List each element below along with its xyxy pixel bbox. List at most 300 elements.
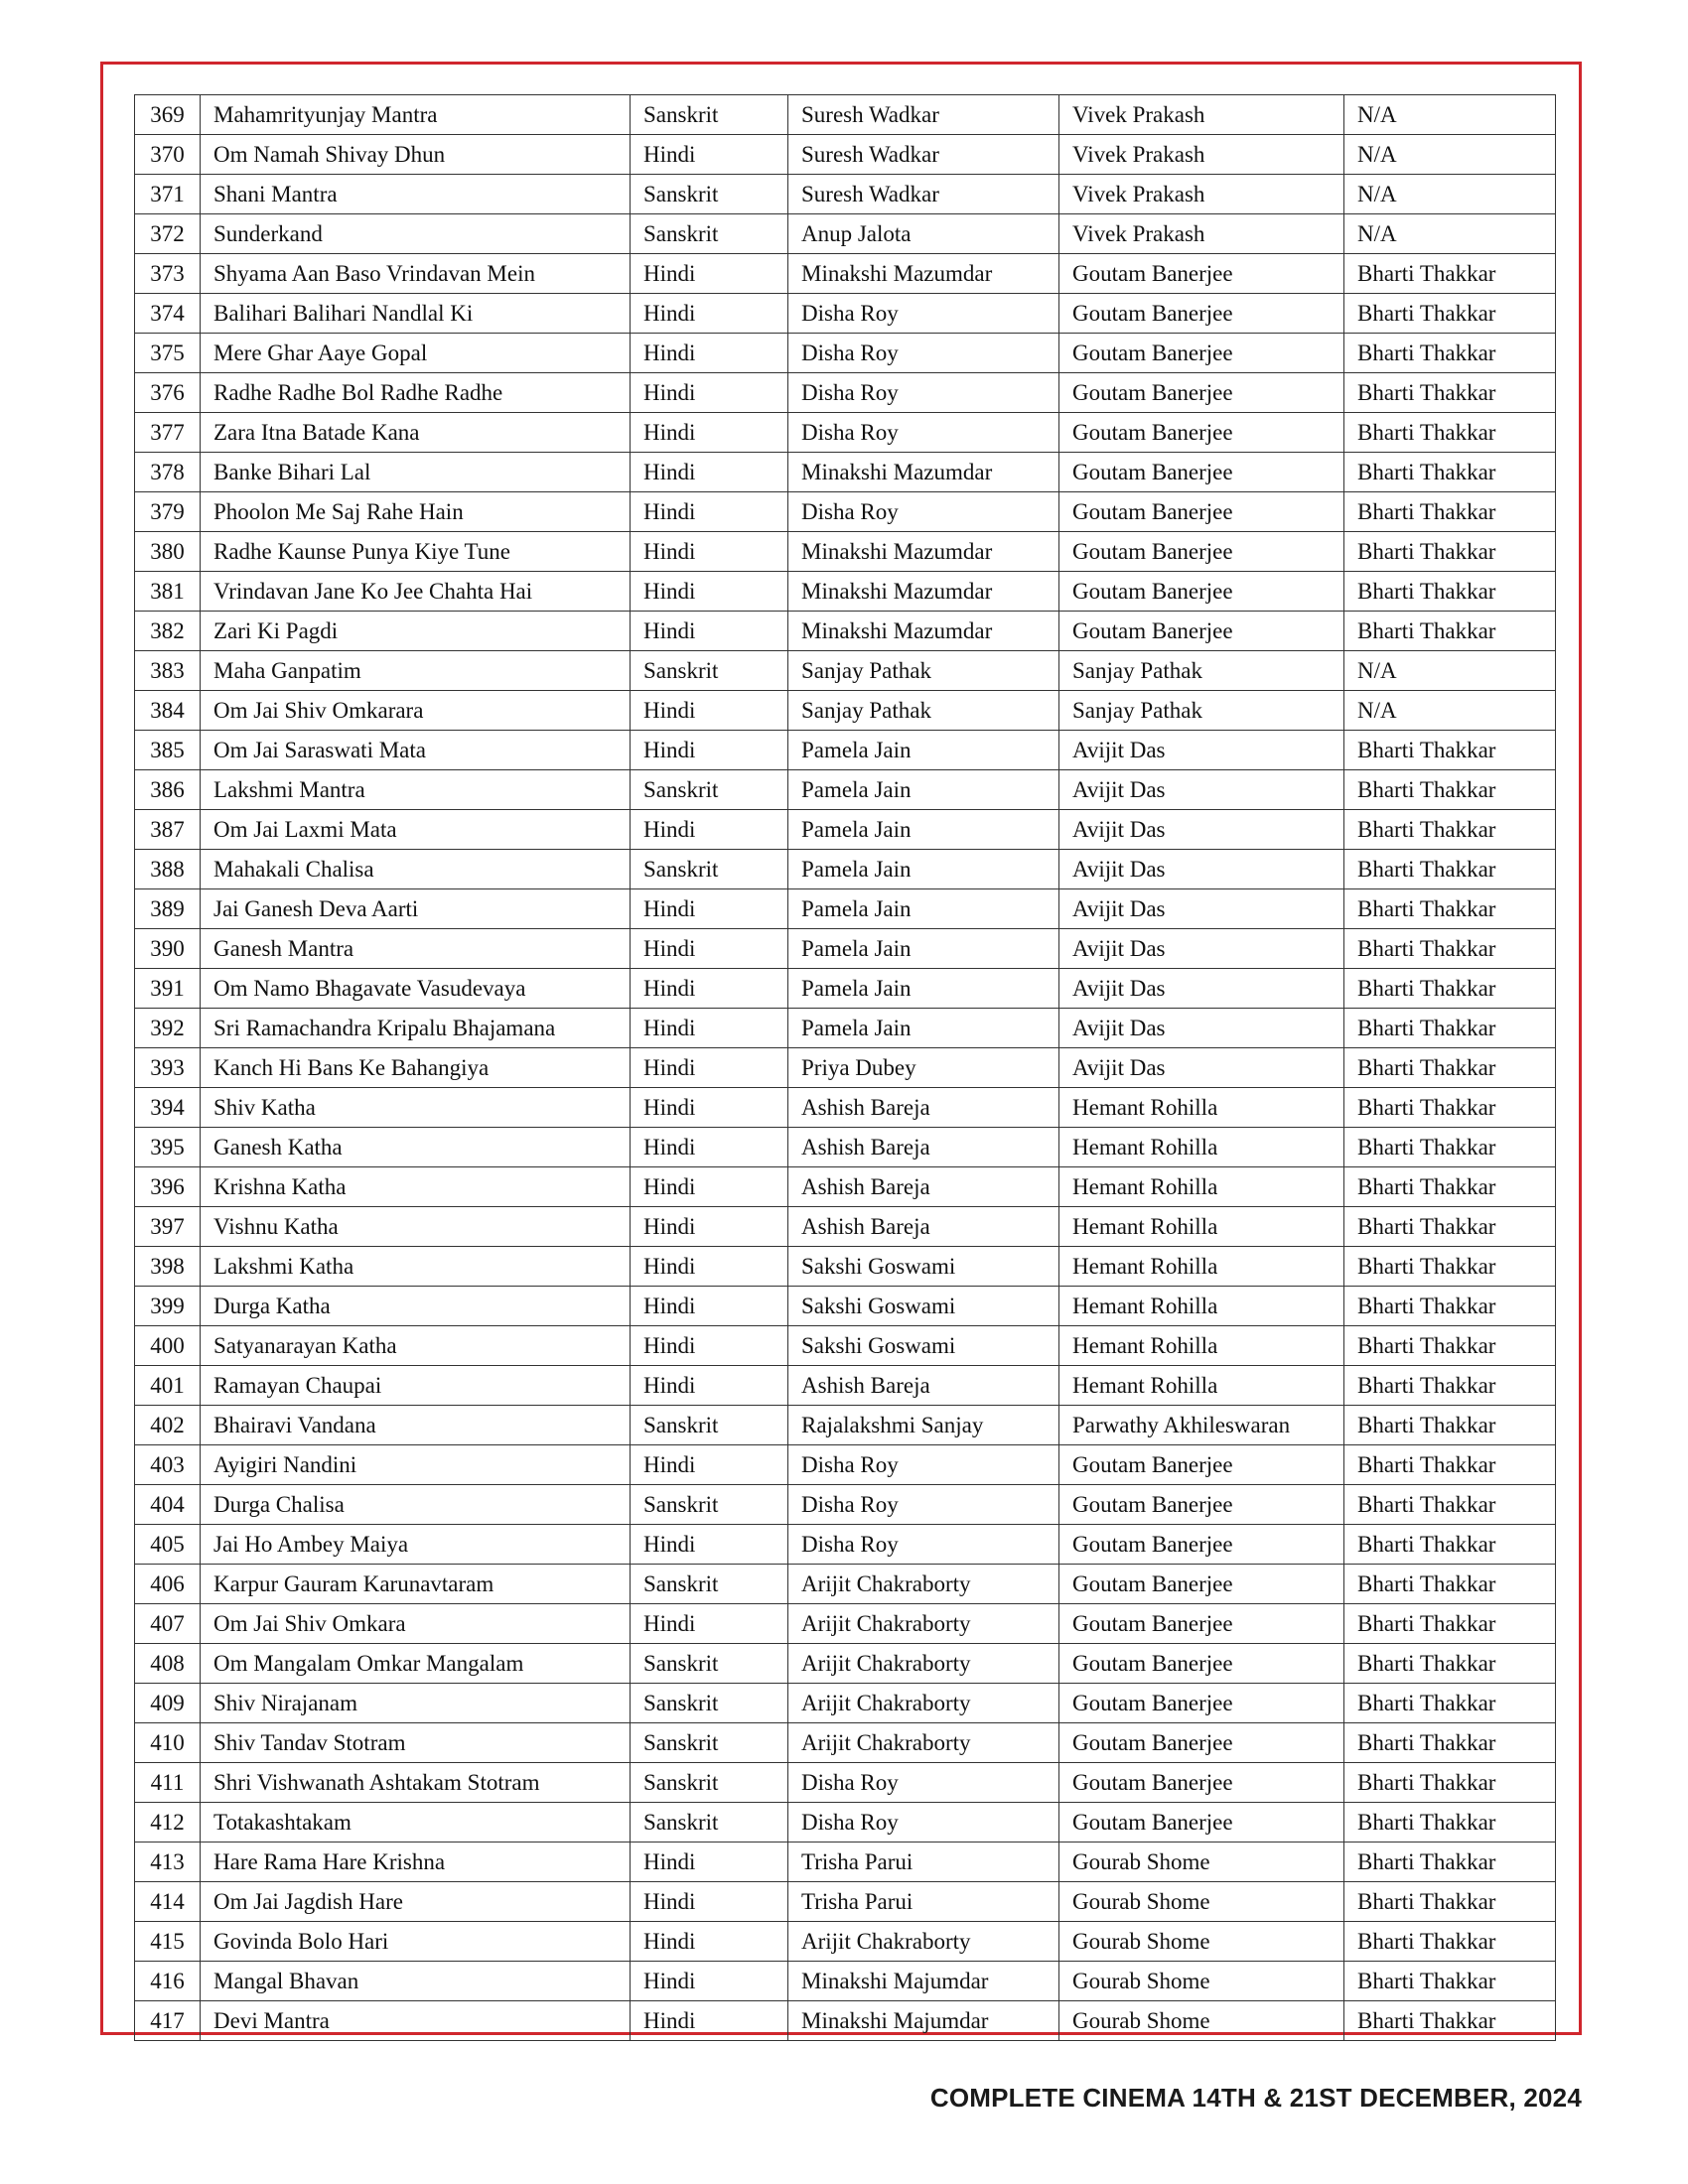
cell-music: Hemant Rohilla bbox=[1059, 1247, 1344, 1287]
cell-music: Vivek Prakash bbox=[1059, 175, 1344, 214]
cell-number: 374 bbox=[135, 294, 201, 334]
table-row bbox=[135, 770, 1556, 810]
table-row bbox=[135, 1445, 1556, 1485]
cell-singer: Trisha Parui bbox=[788, 1882, 1059, 1922]
cell-language: Sanskrit bbox=[631, 1485, 788, 1525]
cell-number: 369 bbox=[135, 95, 201, 135]
cell-language: Hindi bbox=[631, 1525, 788, 1565]
cell-lyrics: Bharti Thakkar bbox=[1344, 850, 1556, 889]
cell-language: Hindi bbox=[631, 1366, 788, 1406]
cell-number: 395 bbox=[135, 1128, 201, 1167]
cell-title: Om Namo Bhagavate Vasudevaya bbox=[201, 969, 631, 1009]
cell-singer: Arijit Chakraborty bbox=[788, 1644, 1059, 1684]
cell-lyrics: N/A bbox=[1344, 691, 1556, 731]
cell-lyrics: Bharti Thakkar bbox=[1344, 1843, 1556, 1882]
table-row bbox=[135, 1723, 1556, 1763]
table-row bbox=[135, 651, 1556, 691]
cell-title: Totakashtakam bbox=[201, 1803, 631, 1843]
table-row bbox=[135, 572, 1556, 612]
cell-music: Avijit Das bbox=[1059, 969, 1344, 1009]
cell-singer: Disha Roy bbox=[788, 334, 1059, 373]
cell-number: 412 bbox=[135, 1803, 201, 1843]
cell-lyrics: Bharti Thakkar bbox=[1344, 453, 1556, 492]
cell-title: Vishnu Katha bbox=[201, 1207, 631, 1247]
table-row bbox=[135, 95, 1556, 135]
cell-music: Goutam Banerjee bbox=[1059, 572, 1344, 612]
table-row bbox=[135, 1763, 1556, 1803]
cell-music: Goutam Banerjee bbox=[1059, 1763, 1344, 1803]
cell-number: 402 bbox=[135, 1406, 201, 1445]
cell-title: Devi Mantra bbox=[201, 2001, 631, 2041]
cell-music: Goutam Banerjee bbox=[1059, 532, 1344, 572]
cell-title: Shiv Katha bbox=[201, 1088, 631, 1128]
cell-lyrics: Bharti Thakkar bbox=[1344, 1803, 1556, 1843]
cell-title: Jai Ganesh Deva Aarti bbox=[201, 889, 631, 929]
cell-title: Krishna Katha bbox=[201, 1167, 631, 1207]
cell-title: Balihari Balihari Nandlal Ki bbox=[201, 294, 631, 334]
table-row bbox=[135, 413, 1556, 453]
cell-music: Vivek Prakash bbox=[1059, 135, 1344, 175]
table-row bbox=[135, 1366, 1556, 1406]
cell-singer: Ashish Bareja bbox=[788, 1088, 1059, 1128]
cell-title: Ganesh Mantra bbox=[201, 929, 631, 969]
table-row bbox=[135, 2001, 1556, 2041]
cell-singer: Ashish Bareja bbox=[788, 1128, 1059, 1167]
cell-language: Hindi bbox=[631, 1843, 788, 1882]
table-row bbox=[135, 1406, 1556, 1445]
cell-singer: Disha Roy bbox=[788, 373, 1059, 413]
cell-music: Avijit Das bbox=[1059, 850, 1344, 889]
cell-singer: Anup Jalota bbox=[788, 214, 1059, 254]
cell-title: Om Jai Shiv Omkara bbox=[201, 1604, 631, 1644]
cell-title: Shiv Nirajanam bbox=[201, 1684, 631, 1723]
cell-title: Shiv Tandav Stotram bbox=[201, 1723, 631, 1763]
cell-singer: Sanjay Pathak bbox=[788, 691, 1059, 731]
table-row bbox=[135, 532, 1556, 572]
footer-publication-line: COMPLETE CINEMA 14TH & 21ST DECEMBER, 2024 bbox=[929, 2083, 1582, 2113]
cell-singer: Suresh Wadkar bbox=[788, 175, 1059, 214]
cell-music: Vivek Prakash bbox=[1059, 214, 1344, 254]
cell-music: Goutam Banerjee bbox=[1059, 1565, 1344, 1604]
cell-language: Sanskrit bbox=[631, 175, 788, 214]
cell-number: 392 bbox=[135, 1009, 201, 1048]
cell-singer: Minakshi Mazumdar bbox=[788, 532, 1059, 572]
cell-music: Avijit Das bbox=[1059, 929, 1344, 969]
cell-language: Hindi bbox=[631, 373, 788, 413]
cell-title: Satyanarayan Katha bbox=[201, 1326, 631, 1366]
cell-language: Hindi bbox=[631, 492, 788, 532]
cell-singer: Disha Roy bbox=[788, 1445, 1059, 1485]
table-row bbox=[135, 612, 1556, 651]
cell-lyrics: Bharti Thakkar bbox=[1344, 294, 1556, 334]
cell-number: 386 bbox=[135, 770, 201, 810]
cell-lyrics: Bharti Thakkar bbox=[1344, 1604, 1556, 1644]
cell-language: Sanskrit bbox=[631, 1644, 788, 1684]
cell-singer: Pamela Jain bbox=[788, 889, 1059, 929]
cell-music: Goutam Banerjee bbox=[1059, 373, 1344, 413]
cell-language: Hindi bbox=[631, 294, 788, 334]
cell-singer: Suresh Wadkar bbox=[788, 135, 1059, 175]
cell-language: Hindi bbox=[631, 453, 788, 492]
cell-music: Hemant Rohilla bbox=[1059, 1128, 1344, 1167]
table-row bbox=[135, 1207, 1556, 1247]
table-row bbox=[135, 929, 1556, 969]
cell-title: Om Jai Jagdish Hare bbox=[201, 1882, 631, 1922]
cell-title: Vrindavan Jane Ko Jee Chahta Hai bbox=[201, 572, 631, 612]
cell-number: 406 bbox=[135, 1565, 201, 1604]
cell-singer: Pamela Jain bbox=[788, 731, 1059, 770]
cell-number: 375 bbox=[135, 334, 201, 373]
cell-music: Goutam Banerjee bbox=[1059, 254, 1344, 294]
table-row bbox=[135, 1684, 1556, 1723]
cell-lyrics: N/A bbox=[1344, 651, 1556, 691]
cell-music: Avijit Das bbox=[1059, 1048, 1344, 1088]
cell-number: 377 bbox=[135, 413, 201, 453]
table-row bbox=[135, 691, 1556, 731]
cell-language: Hindi bbox=[631, 1048, 788, 1088]
cell-language: Hindi bbox=[631, 1088, 788, 1128]
cell-lyrics: Bharti Thakkar bbox=[1344, 1684, 1556, 1723]
cell-number: 404 bbox=[135, 1485, 201, 1525]
cell-singer: Disha Roy bbox=[788, 492, 1059, 532]
cell-title: Jai Ho Ambey Maiya bbox=[201, 1525, 631, 1565]
cell-number: 372 bbox=[135, 214, 201, 254]
cell-music: Hemant Rohilla bbox=[1059, 1207, 1344, 1247]
table-row bbox=[135, 1485, 1556, 1525]
cell-singer: Disha Roy bbox=[788, 1803, 1059, 1843]
cell-language: Sanskrit bbox=[631, 1763, 788, 1803]
cell-music: Goutam Banerjee bbox=[1059, 413, 1344, 453]
cell-title: Phoolon Me Saj Rahe Hain bbox=[201, 492, 631, 532]
cell-title: Om Mangalam Omkar Mangalam bbox=[201, 1644, 631, 1684]
cell-number: 407 bbox=[135, 1604, 201, 1644]
cell-lyrics: Bharti Thakkar bbox=[1344, 1167, 1556, 1207]
table-row bbox=[135, 1287, 1556, 1326]
table-row bbox=[135, 1644, 1556, 1684]
cell-number: 414 bbox=[135, 1882, 201, 1922]
cell-music: Gourab Shome bbox=[1059, 1922, 1344, 1962]
cell-lyrics: Bharti Thakkar bbox=[1344, 1882, 1556, 1922]
cell-singer: Ashish Bareja bbox=[788, 1366, 1059, 1406]
cell-music: Goutam Banerjee bbox=[1059, 453, 1344, 492]
cell-music: Vivek Prakash bbox=[1059, 95, 1344, 135]
cell-lyrics: Bharti Thakkar bbox=[1344, 969, 1556, 1009]
cell-language: Hindi bbox=[631, 1207, 788, 1247]
cell-language: Hindi bbox=[631, 254, 788, 294]
cell-title: Karpur Gauram Karunavtaram bbox=[201, 1565, 631, 1604]
cell-lyrics: Bharti Thakkar bbox=[1344, 1088, 1556, 1128]
cell-music: Goutam Banerjee bbox=[1059, 1644, 1344, 1684]
cell-language: Hindi bbox=[631, 810, 788, 850]
cell-singer: Pamela Jain bbox=[788, 969, 1059, 1009]
cell-singer: Minakshi Mazumdar bbox=[788, 572, 1059, 612]
cell-lyrics: Bharti Thakkar bbox=[1344, 1287, 1556, 1326]
cell-music: Goutam Banerjee bbox=[1059, 1445, 1344, 1485]
cell-title: Mere Ghar Aaye Gopal bbox=[201, 334, 631, 373]
table-row bbox=[135, 731, 1556, 770]
cell-language: Sanskrit bbox=[631, 1406, 788, 1445]
cell-number: 385 bbox=[135, 731, 201, 770]
cell-lyrics: Bharti Thakkar bbox=[1344, 1048, 1556, 1088]
cell-title: Zara Itna Batade Kana bbox=[201, 413, 631, 453]
cell-number: 379 bbox=[135, 492, 201, 532]
cell-lyrics: Bharti Thakkar bbox=[1344, 612, 1556, 651]
cell-music: Avijit Das bbox=[1059, 810, 1344, 850]
table-row bbox=[135, 294, 1556, 334]
song-table bbox=[134, 94, 1556, 2041]
cell-language: Hindi bbox=[631, 889, 788, 929]
cell-number: 398 bbox=[135, 1247, 201, 1287]
cell-title: Durga Katha bbox=[201, 1287, 631, 1326]
table-row bbox=[135, 254, 1556, 294]
cell-lyrics: Bharti Thakkar bbox=[1344, 334, 1556, 373]
cell-singer: Pamela Jain bbox=[788, 810, 1059, 850]
cell-lyrics: N/A bbox=[1344, 95, 1556, 135]
cell-title: Durga Chalisa bbox=[201, 1485, 631, 1525]
cell-title: Ayigiri Nandini bbox=[201, 1445, 631, 1485]
cell-singer: Disha Roy bbox=[788, 1485, 1059, 1525]
cell-music: Goutam Banerjee bbox=[1059, 1485, 1344, 1525]
cell-music: Sanjay Pathak bbox=[1059, 651, 1344, 691]
cell-singer: Suresh Wadkar bbox=[788, 95, 1059, 135]
cell-singer: Minakshi Mazumdar bbox=[788, 612, 1059, 651]
cell-language: Sanskrit bbox=[631, 1684, 788, 1723]
cell-language: Hindi bbox=[631, 135, 788, 175]
cell-title: Shyama Aan Baso Vrindavan Mein bbox=[201, 254, 631, 294]
cell-language: Hindi bbox=[631, 1326, 788, 1366]
cell-number: 381 bbox=[135, 572, 201, 612]
cell-singer: Minakshi Mazumdar bbox=[788, 453, 1059, 492]
table-row bbox=[135, 1525, 1556, 1565]
cell-language: Hindi bbox=[631, 612, 788, 651]
cell-number: 391 bbox=[135, 969, 201, 1009]
cell-number: 378 bbox=[135, 453, 201, 492]
table-row bbox=[135, 373, 1556, 413]
cell-language: Hindi bbox=[631, 334, 788, 373]
cell-number: 417 bbox=[135, 2001, 201, 2041]
cell-music: Avijit Das bbox=[1059, 889, 1344, 929]
table-row bbox=[135, 175, 1556, 214]
cell-music: Gourab Shome bbox=[1059, 1962, 1344, 2001]
cell-music: Hemant Rohilla bbox=[1059, 1366, 1344, 1406]
table-row bbox=[135, 135, 1556, 175]
cell-lyrics: Bharti Thakkar bbox=[1344, 1922, 1556, 1962]
cell-lyrics: Bharti Thakkar bbox=[1344, 413, 1556, 453]
cell-title: Om Jai Laxmi Mata bbox=[201, 810, 631, 850]
cell-language: Hindi bbox=[631, 572, 788, 612]
table-row bbox=[135, 1048, 1556, 1088]
cell-lyrics: Bharti Thakkar bbox=[1344, 770, 1556, 810]
cell-lyrics: Bharti Thakkar bbox=[1344, 1763, 1556, 1803]
cell-lyrics: Bharti Thakkar bbox=[1344, 1128, 1556, 1167]
cell-language: Sanskrit bbox=[631, 1803, 788, 1843]
cell-number: 380 bbox=[135, 532, 201, 572]
cell-number: 382 bbox=[135, 612, 201, 651]
cell-title: Radhe Radhe Bol Radhe Radhe bbox=[201, 373, 631, 413]
cell-number: 413 bbox=[135, 1843, 201, 1882]
cell-singer: Arijit Chakraborty bbox=[788, 1684, 1059, 1723]
cell-language: Hindi bbox=[631, 2001, 788, 2041]
cell-music: Hemant Rohilla bbox=[1059, 1326, 1344, 1366]
cell-language: Hindi bbox=[631, 413, 788, 453]
cell-music: Goutam Banerjee bbox=[1059, 1723, 1344, 1763]
cell-singer: Priya Dubey bbox=[788, 1048, 1059, 1088]
cell-language: Sanskrit bbox=[631, 1723, 788, 1763]
cell-lyrics: Bharti Thakkar bbox=[1344, 1326, 1556, 1366]
cell-singer: Arijit Chakraborty bbox=[788, 1723, 1059, 1763]
cell-music: Goutam Banerjee bbox=[1059, 612, 1344, 651]
cell-number: 397 bbox=[135, 1207, 201, 1247]
table-row bbox=[135, 1009, 1556, 1048]
cell-number: 394 bbox=[135, 1088, 201, 1128]
cell-title: Lakshmi Mantra bbox=[201, 770, 631, 810]
cell-number: 396 bbox=[135, 1167, 201, 1207]
cell-number: 388 bbox=[135, 850, 201, 889]
cell-title: Mahamrityunjay Mantra bbox=[201, 95, 631, 135]
cell-lyrics: Bharti Thakkar bbox=[1344, 254, 1556, 294]
cell-singer: Disha Roy bbox=[788, 413, 1059, 453]
page-frame bbox=[100, 62, 1582, 2035]
cell-music: Hemant Rohilla bbox=[1059, 1287, 1344, 1326]
cell-lyrics: Bharti Thakkar bbox=[1344, 373, 1556, 413]
cell-singer: Sakshi Goswami bbox=[788, 1247, 1059, 1287]
cell-number: 393 bbox=[135, 1048, 201, 1088]
cell-language: Hindi bbox=[631, 691, 788, 731]
cell-music: Goutam Banerjee bbox=[1059, 1684, 1344, 1723]
cell-title: Hare Rama Hare Krishna bbox=[201, 1843, 631, 1882]
cell-music: Parwathy Akhileswaran bbox=[1059, 1406, 1344, 1445]
cell-singer: Minakshi Mazumdar bbox=[788, 254, 1059, 294]
cell-language: Hindi bbox=[631, 1009, 788, 1048]
cell-title: Maha Ganpatim bbox=[201, 651, 631, 691]
table-row bbox=[135, 453, 1556, 492]
cell-number: 376 bbox=[135, 373, 201, 413]
cell-lyrics: Bharti Thakkar bbox=[1344, 532, 1556, 572]
table-body bbox=[135, 95, 1556, 2041]
cell-language: Hindi bbox=[631, 1287, 788, 1326]
cell-number: 405 bbox=[135, 1525, 201, 1565]
cell-language: Hindi bbox=[631, 969, 788, 1009]
cell-title: Shri Vishwanath Ashtakam Stotram bbox=[201, 1763, 631, 1803]
cell-title: Sunderkand bbox=[201, 214, 631, 254]
cell-singer: Disha Roy bbox=[788, 1525, 1059, 1565]
cell-number: 409 bbox=[135, 1684, 201, 1723]
cell-singer: Sanjay Pathak bbox=[788, 651, 1059, 691]
cell-language: Hindi bbox=[631, 532, 788, 572]
cell-lyrics: Bharti Thakkar bbox=[1344, 1525, 1556, 1565]
cell-singer: Ashish Bareja bbox=[788, 1207, 1059, 1247]
table-row bbox=[135, 1922, 1556, 1962]
cell-number: 373 bbox=[135, 254, 201, 294]
cell-music: Avijit Das bbox=[1059, 731, 1344, 770]
cell-singer: Disha Roy bbox=[788, 1763, 1059, 1803]
cell-lyrics: Bharti Thakkar bbox=[1344, 810, 1556, 850]
cell-lyrics: Bharti Thakkar bbox=[1344, 889, 1556, 929]
cell-language: Sanskrit bbox=[631, 850, 788, 889]
cell-number: 408 bbox=[135, 1644, 201, 1684]
table-row bbox=[135, 334, 1556, 373]
cell-singer: Minakshi Majumdar bbox=[788, 1962, 1059, 2001]
table-row bbox=[135, 969, 1556, 1009]
cell-number: 411 bbox=[135, 1763, 201, 1803]
cell-singer: Pamela Jain bbox=[788, 929, 1059, 969]
cell-language: Sanskrit bbox=[631, 651, 788, 691]
cell-lyrics: Bharti Thakkar bbox=[1344, 492, 1556, 532]
cell-music: Hemant Rohilla bbox=[1059, 1167, 1344, 1207]
cell-language: Hindi bbox=[631, 1882, 788, 1922]
cell-number: 403 bbox=[135, 1445, 201, 1485]
cell-language: Sanskrit bbox=[631, 1565, 788, 1604]
cell-language: Hindi bbox=[631, 731, 788, 770]
cell-singer: Pamela Jain bbox=[788, 850, 1059, 889]
cell-number: 387 bbox=[135, 810, 201, 850]
cell-singer: Ashish Bareja bbox=[788, 1167, 1059, 1207]
cell-number: 389 bbox=[135, 889, 201, 929]
table-row bbox=[135, 889, 1556, 929]
cell-number: 371 bbox=[135, 175, 201, 214]
cell-title: Om Jai Saraswati Mata bbox=[201, 731, 631, 770]
cell-singer: Sakshi Goswami bbox=[788, 1326, 1059, 1366]
cell-singer: Pamela Jain bbox=[788, 1009, 1059, 1048]
cell-title: Banke Bihari Lal bbox=[201, 453, 631, 492]
cell-music: Sanjay Pathak bbox=[1059, 691, 1344, 731]
cell-number: 416 bbox=[135, 1962, 201, 2001]
cell-music: Gourab Shome bbox=[1059, 1882, 1344, 1922]
cell-lyrics: Bharti Thakkar bbox=[1344, 731, 1556, 770]
table-row bbox=[135, 492, 1556, 532]
cell-music: Goutam Banerjee bbox=[1059, 1525, 1344, 1565]
cell-language: Hindi bbox=[631, 929, 788, 969]
cell-music: Avijit Das bbox=[1059, 770, 1344, 810]
cell-lyrics: Bharti Thakkar bbox=[1344, 1247, 1556, 1287]
table-row bbox=[135, 1962, 1556, 2001]
cell-lyrics: Bharti Thakkar bbox=[1344, 1644, 1556, 1684]
cell-language: Hindi bbox=[631, 1922, 788, 1962]
table-row bbox=[135, 1843, 1556, 1882]
cell-title: Mahakali Chalisa bbox=[201, 850, 631, 889]
cell-lyrics: Bharti Thakkar bbox=[1344, 1962, 1556, 2001]
cell-lyrics: Bharti Thakkar bbox=[1344, 1565, 1556, 1604]
table-row bbox=[135, 810, 1556, 850]
cell-singer: Arijit Chakraborty bbox=[788, 1604, 1059, 1644]
cell-music: Goutam Banerjee bbox=[1059, 492, 1344, 532]
cell-title: Ramayan Chaupai bbox=[201, 1366, 631, 1406]
cell-music: Goutam Banerjee bbox=[1059, 334, 1344, 373]
cell-language: Sanskrit bbox=[631, 770, 788, 810]
cell-lyrics: Bharti Thakkar bbox=[1344, 1207, 1556, 1247]
cell-number: 370 bbox=[135, 135, 201, 175]
cell-number: 401 bbox=[135, 1366, 201, 1406]
cell-lyrics: Bharti Thakkar bbox=[1344, 1366, 1556, 1406]
table-row bbox=[135, 1088, 1556, 1128]
cell-lyrics: Bharti Thakkar bbox=[1344, 1485, 1556, 1525]
cell-language: Hindi bbox=[631, 1962, 788, 2001]
cell-lyrics: N/A bbox=[1344, 135, 1556, 175]
table-row bbox=[135, 1128, 1556, 1167]
cell-lyrics: Bharti Thakkar bbox=[1344, 1445, 1556, 1485]
table-row bbox=[135, 1803, 1556, 1843]
cell-number: 384 bbox=[135, 691, 201, 731]
cell-language: Hindi bbox=[631, 1247, 788, 1287]
cell-lyrics: Bharti Thakkar bbox=[1344, 1406, 1556, 1445]
cell-singer: Pamela Jain bbox=[788, 770, 1059, 810]
table-row bbox=[135, 214, 1556, 254]
table-row bbox=[135, 1326, 1556, 1366]
cell-number: 400 bbox=[135, 1326, 201, 1366]
cell-number: 410 bbox=[135, 1723, 201, 1763]
cell-number: 383 bbox=[135, 651, 201, 691]
cell-music: Gourab Shome bbox=[1059, 2001, 1344, 2041]
